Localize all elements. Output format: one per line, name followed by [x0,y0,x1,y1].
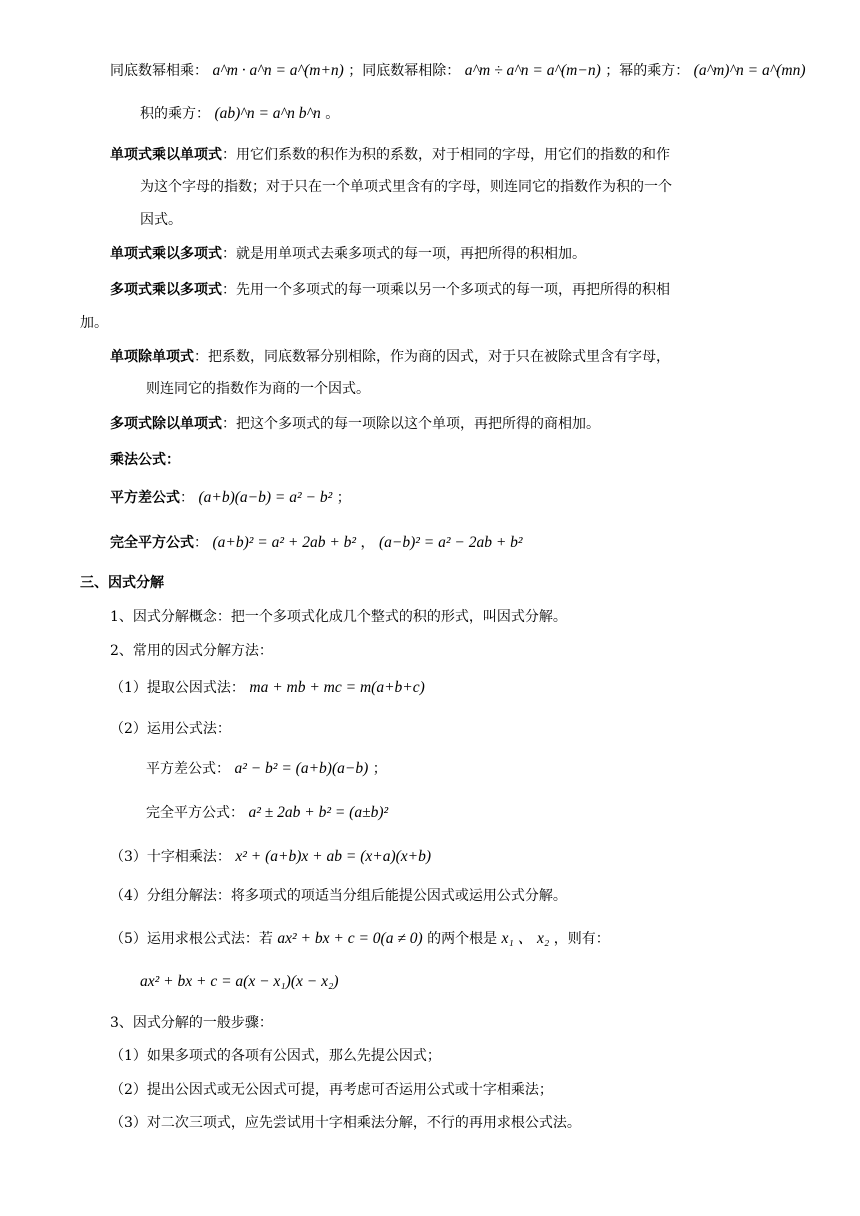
mono-div-term: 单项除单项式 [110,349,194,365]
poly-poly-term: 多项式乘以多项式 [110,282,222,298]
mono-mono-line-3: 因式。 [140,212,182,228]
poly-div-line [110,414,600,434]
mono-mono-term: 单项式乘以单项式 [110,147,222,163]
same-base-mult-label: 同底数幂相乘： [110,63,208,79]
mono-mono-line-2: 为这个字母的指数；对于只在一个单项式里含有的字母，则连同它的指数作为积的一个 [140,179,672,195]
same-base-div-label: ；同底数幂相除： [348,63,461,79]
mono-poly-term: 单项式乘以多项式 [110,246,222,262]
diff-squares-end: ； [336,490,351,506]
method-3-formula: x² + (a+b)x + ab = (x+a)(x+b) [235,848,432,865]
method-5-formula: ax² + bx + c = a(x − x₁)(x − x₂) [140,973,339,990]
perfect-square-colon: ： [194,535,208,551]
factor-methods-heading: 2、常用的因式分解方法： [110,643,273,659]
mono-poly-text: ：就是用单项式去乘多项式的每一项，再把所得的积相加。 [222,246,586,262]
method-1-label: （1）提取公因式法： [110,680,245,696]
product-power-formula: (ab)^n = a^n b^n [214,105,321,122]
mult-formulas-heading: 乘法公式： [110,452,180,468]
method-5-roots: x₁ 、 x₂ [501,930,550,947]
diff-squares-formula: (a+b)(a−b) = a² − b² [198,489,333,506]
product-power-end: 。 [325,106,340,122]
exponent-rules-line [110,61,806,81]
method-2-diff-formula: a² − b² = (a+b)(a−b) [234,760,369,777]
method-2-diff-line [146,759,387,779]
poly-poly-line-1 [110,280,670,300]
diff-squares-line [110,488,351,508]
poly-poly-text-1: ：先用一个多项式的每一项乘以另一个多项式的每一项，再把所得的积相 [222,282,670,298]
step-2: （2）提出公因式或无公因式可提，再考虑可否运用公式或十字相乘法； [110,1082,553,1098]
mono-mono-line-1 [110,145,670,165]
poly-poly-line-2: 加。 [80,315,108,331]
method-3-line [110,847,431,867]
method-2-diff-end: ； [372,761,387,777]
method-5-line [110,929,610,949]
mono-mono-text-1: ：用它们系数的积作为积的系数，对于相同的字母，用它们的指数的和作 [222,147,670,163]
method-5-formula-line [140,972,339,992]
method-1-line [110,678,425,698]
power-of-power-label: ；幂的乘方： [605,63,690,79]
method-4-line: （4）分组分解法：将多项式的项适当分组后能提公因式或运用公式分解。 [110,888,567,904]
method-2-sq-label: 完全平方公式： [146,805,244,821]
method-5-equation: ax² + bx + c = 0(a ≠ 0) [277,930,423,947]
method-1-formula: ma + mb + mc = m(a+b+c) [249,679,425,696]
product-power-label: 积的乘方： [140,106,210,122]
factor-concept: 1、因式分解概念：把一个多项式化成几个整式的积的形式，叫因式分解。 [110,609,567,625]
method-3-label: （3）十字相乘法： [110,849,231,865]
perfect-square-term: 完全平方公式 [110,535,194,551]
steps-heading: 3、因式分解的一般步骤： [110,1015,273,1031]
method-5-end: ，则有： [553,931,610,947]
mono-div-line-2: 则连同它的指数作为商的一个因式。 [146,381,370,397]
power-of-power-formula: (a^m)^n = a^(mn) [693,62,806,79]
perfect-square-formula-2: (a−b)² = a² − 2ab + b² [378,534,523,551]
section-title: 三、因式分解 [80,575,164,591]
same-base-mult-formula: a^m · a^n = a^(m+n) [212,62,344,79]
step-1: （1）如果多项式的各项有公因式，那么先提公因式； [110,1048,441,1064]
poly-div-term: 多项式除以单项式 [110,416,222,432]
poly-div-text: ：把这个多项式的每一项除以这个单项，再把所得的商相加。 [222,416,600,432]
same-base-div-formula: a^m ÷ a^n = a^(m−n) [464,62,601,79]
method-2-sq-formula: a² ± 2ab + b² = (a±b)² [248,804,389,821]
diff-squares-colon: ： [180,490,194,506]
method-5-mid: 的两个根是 [427,931,498,947]
method-2-diff-label: 平方差公式： [146,761,230,777]
product-power-line [140,104,339,124]
mono-div-line-1 [110,347,670,367]
method-5-label: （5）运用求根公式法：若 [110,931,273,947]
mono-div-text-1: ：把系数，同底数幂分别相除，作为商的因式，对于只在被除式里含有字母， [194,349,670,365]
step-3: （3）对二次三项式，应先尝试用十字相乘法分解，不行的再用求根公式法。 [110,1115,581,1131]
perfect-square-formula-1: (a+b)² = a² + 2ab + b² [212,534,357,551]
perfect-square-comma: ， [360,535,375,551]
diff-squares-term: 平方差公式 [110,490,180,506]
method-2-label: （2）运用公式法： [110,721,231,737]
perfect-square-line [110,533,523,553]
method-2-sq-line [146,803,388,823]
mono-poly-line [110,244,586,264]
